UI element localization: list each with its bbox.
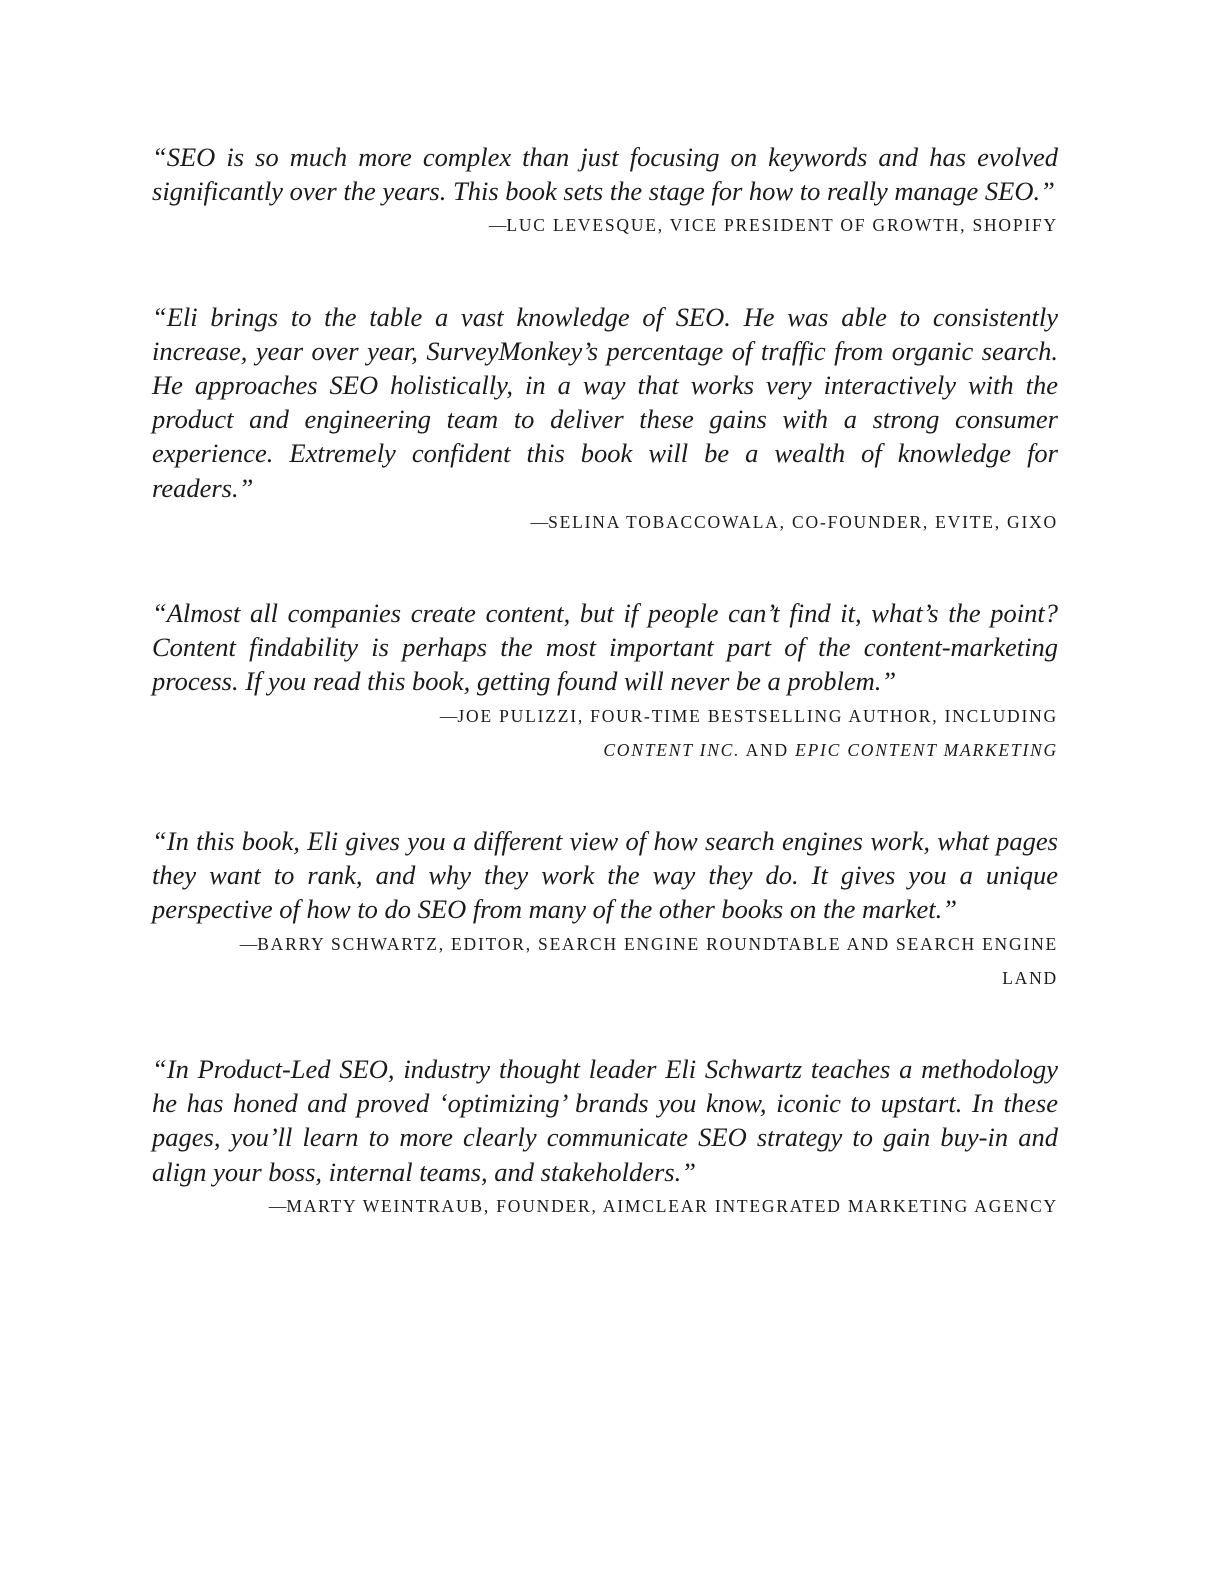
testimonial-attribution (152, 927, 1058, 995)
attribution-text: SELINA TOBACCOWALA, CO-FOUNDER, EVITE, GIXO (548, 511, 1058, 532)
attribution-text: LUC LEVESQUE, VICE PRESIDENT OF GROWTH, SHOPIFY (506, 215, 1058, 236)
testimonial-attribution (152, 1189, 1058, 1223)
em-dash: — (530, 511, 549, 532)
em-dash: — (239, 933, 258, 954)
testimonial-quote: “Eli brings to the table a vast knowledge of SEO. He was able to consistently increase, year over year, SurveyMonkey’s percentage of traffic from organic search. He approaches SEO holistically, in a way that works very interactively with the product and engineering team to deliver these gains with a strong consumer experience. Extremely confident this book will be a wealth of knowledge for readers.” (152, 301, 1058, 503)
testimonial-attribution (152, 505, 1058, 539)
em-dash: — (439, 705, 458, 726)
attribution-text: BARRY SCHWARTZ, EDITOR, SEARCH ENGINE ROUNDTABLE AND SEARCH ENGINE LAND (257, 933, 1058, 988)
testimonial-1 (152, 140, 1058, 243)
testimonial-2 (152, 300, 1058, 539)
em-dash: — (488, 215, 507, 236)
book-title: CONTENT INC. (603, 739, 741, 760)
testimonial-quote: “SEO is so much more complex than just focusing on keywords and has evolved significantly over the years. This book sets the stage for how to really manage SEO.” (152, 142, 1058, 207)
testimonial-3 (152, 596, 1058, 767)
attribution-text: MARTY WEINTRAUB, FOUNDER, AIMCLEAR INTEGRATED MARKETING AGENCY (286, 1195, 1058, 1216)
testimonial-attribution (152, 208, 1058, 242)
testimonial-quote: “In this book, Eli gives you a different view of how search engines work, what pages they want to rank, and why they work the way they do. It gives you a unique perspective of how to do SEO from many of the other books on the market.” (152, 826, 1058, 925)
testimonials-page (152, 140, 1058, 1280)
testimonial-quote: “In Product-Led SEO, industry thought leader Eli Schwartz teaches a methodology he has honed and proved ‘optimizing’ brands you know, iconic to upstart. In these pages, you’ll learn to more clearly communicate SEO strategy to gain buy-in and align your boss, internal teams, and stakeholders.” (152, 1054, 1058, 1187)
em-dash: — (268, 1195, 287, 1216)
attribution-text: JOE PULIZZI, FOUR-TIME BESTSELLING AUTHOR, INCLUDING (457, 705, 1058, 726)
testimonial-attribution (152, 699, 1058, 767)
attribution-conjunction: AND (745, 739, 789, 760)
testimonial-5 (152, 1052, 1058, 1223)
book-title: EPIC CONTENT MARKETING (795, 739, 1058, 760)
testimonial-quote: “Almost all companies create content, but if people can’t find it, what’s the point? Content findability is perhaps the most important part of the content-marketing process. If you read this book, getting found will never be a problem.” (152, 598, 1058, 697)
testimonial-4 (152, 824, 1058, 995)
